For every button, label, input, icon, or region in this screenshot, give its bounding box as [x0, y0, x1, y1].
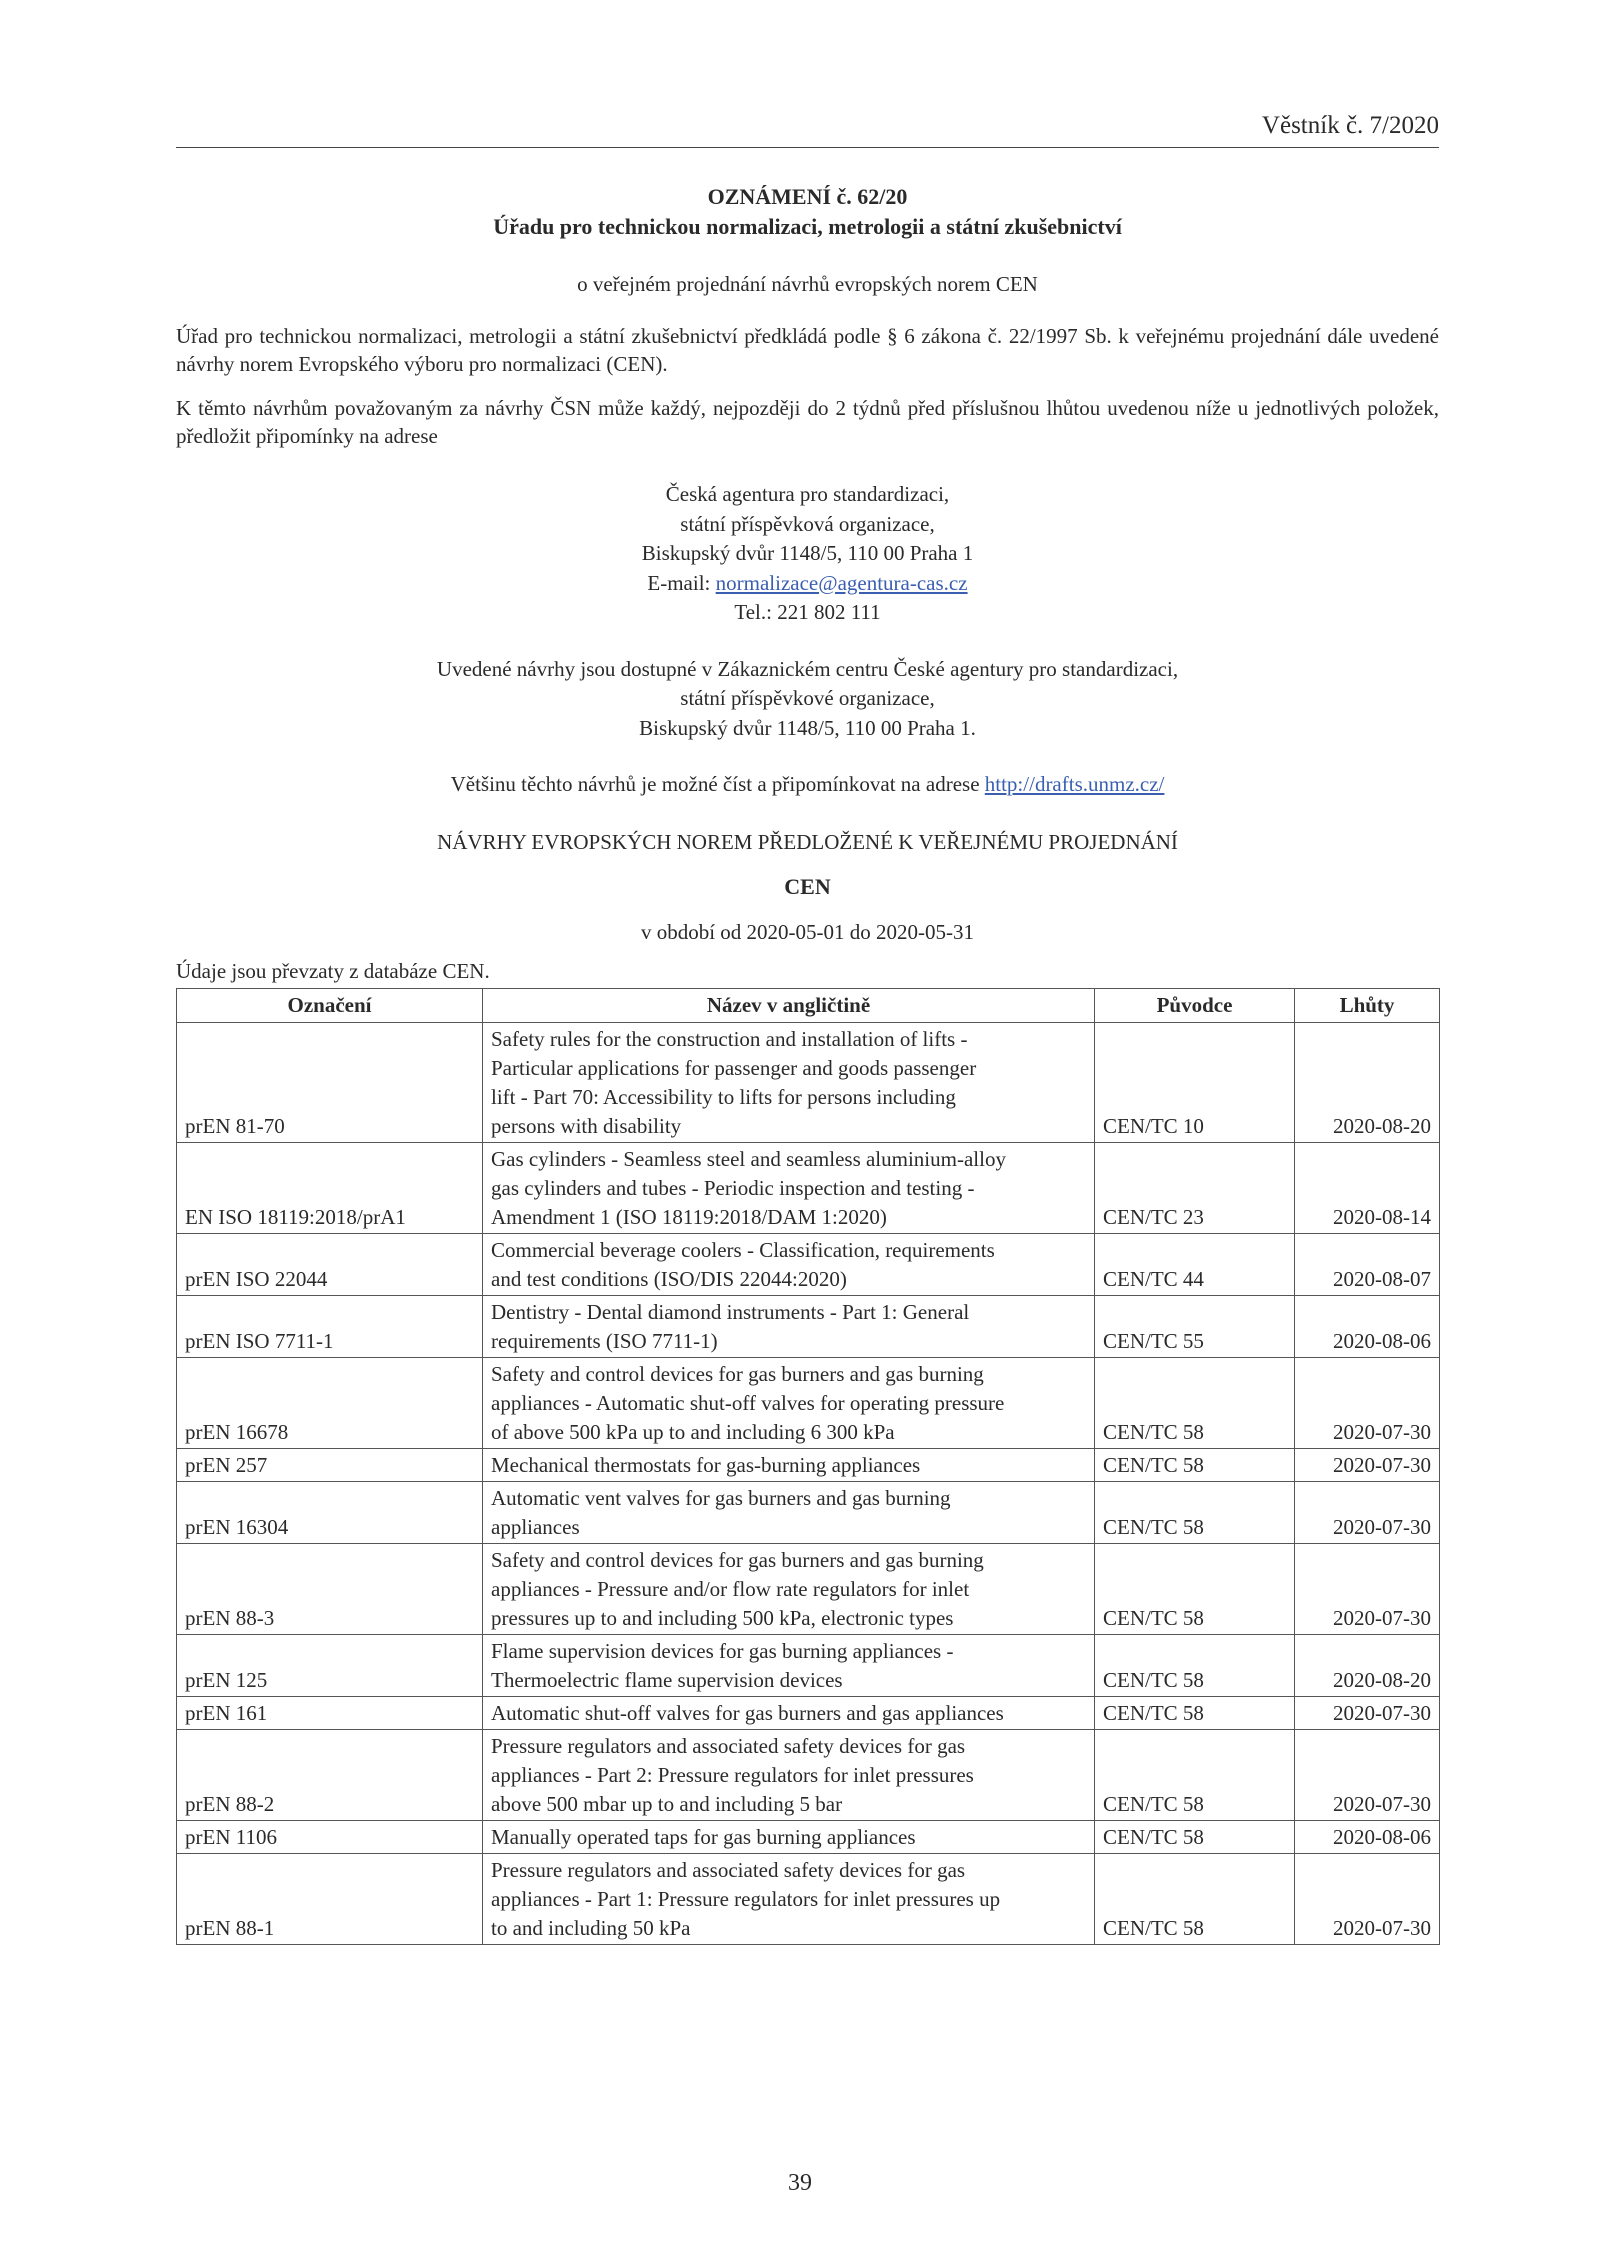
cell-deadline: 2020-08-07 [1295, 1234, 1440, 1296]
cell-originator: CEN/TC 58 [1095, 1544, 1295, 1635]
cell-originator: CEN/TC 58 [1095, 1821, 1295, 1854]
table-row [177, 1697, 1440, 1730]
title-line: Commercial beverage coolers - Classification, requirements [491, 1238, 995, 1262]
cell-originator: CEN/TC 58 [1095, 1697, 1295, 1730]
title-line: Flame supervision devices for gas burning appliances - [491, 1639, 954, 1663]
page-number: 39 [788, 2170, 812, 2196]
title-line: and test conditions (ISO/DIS 22044:2020) [491, 1267, 847, 1291]
cell-designation: prEN 16304 [177, 1482, 483, 1544]
cell-originator: CEN/TC 44 [1095, 1234, 1295, 1296]
table-row [177, 1449, 1440, 1482]
table-row [177, 1821, 1440, 1854]
cell-english-title [483, 1143, 1095, 1234]
cell-originator: CEN/TC 58 [1095, 1482, 1295, 1544]
table-row [177, 1854, 1440, 1945]
address-line-1: Česká agentura pro standardizaci, [665, 482, 950, 506]
column-header-english-title: Název v angličtině [483, 989, 1095, 1023]
cell-english-title [483, 1544, 1095, 1635]
title-line: Safety rules for the construction and installation of lifts - [491, 1027, 968, 1051]
table-row [177, 1358, 1440, 1449]
cell-originator: CEN/TC 23 [1095, 1143, 1295, 1234]
intro-paragraph-1: Úřad pro technickou normalizaci, metrologii a státní zkušebnictví předkládá podle § 6 zákona č. 22/1997 Sb. k veřejnému projednání dále uvedené návrhy norem Evropského výboru pro normalizaci (CEN). [176, 324, 1439, 376]
cell-deadline: 2020-07-30 [1295, 1854, 1440, 1945]
notice-title: OZNÁMENÍ č. 62/20 [707, 184, 908, 209]
cell-originator: CEN/TC 10 [1095, 1023, 1295, 1143]
title-line: gas cylinders and tubes - Periodic inspection and testing - [491, 1176, 975, 1200]
cell-deadline: 2020-08-06 [1295, 1296, 1440, 1358]
table-row [177, 1730, 1440, 1821]
cell-english-title [483, 1023, 1095, 1143]
cell-english-title [483, 1635, 1095, 1697]
title-line: to and including 50 kPa [491, 1916, 691, 1940]
cell-designation: prEN 88-1 [177, 1854, 483, 1945]
cell-originator: CEN/TC 58 [1095, 1730, 1295, 1821]
availability-line-3: Biskupský dvůr 1148/5, 110 00 Praha 1. [639, 715, 976, 740]
cell-english-title [483, 1697, 1095, 1730]
cell-originator: CEN/TC 58 [1095, 1449, 1295, 1482]
cell-originator: CEN/TC 58 [1095, 1635, 1295, 1697]
drafts-note [176, 770, 1439, 799]
title-line: appliances - Automatic shut-off valves for operating pressure [491, 1391, 1005, 1415]
table-row [177, 1023, 1440, 1143]
title-line: appliances [491, 1515, 580, 1539]
title-line: of above 500 kPa up to and including 6 300 kPa [491, 1420, 895, 1444]
table-row [177, 1234, 1440, 1296]
cell-designation: EN ISO 18119:2018/prA1 [177, 1143, 483, 1234]
title-line: Gas cylinders - Seamless steel and seamless aluminium-alloy [491, 1147, 1006, 1171]
contact-address [176, 480, 1439, 628]
title-line: Particular applications for passenger and goods passenger [491, 1056, 977, 1080]
title-line: Automatic vent valves for gas burners and gas burning [491, 1486, 951, 1510]
title-line: appliances - Part 1: Pressure regulators for inlet pressures up [491, 1887, 1001, 1911]
cell-designation: prEN 1106 [177, 1821, 483, 1854]
availability-line-1: Uvedené návrhy jsou dostupné v Zákaznickém centru České agentury pro standardizaci, [436, 656, 1179, 681]
cell-deadline: 2020-07-30 [1295, 1697, 1440, 1730]
table-header-row [177, 989, 1440, 1023]
cell-deadline: 2020-07-30 [1295, 1358, 1440, 1449]
drafts-text: Většinu těchto návrhů je možné číst a připomínkovat na adrese [450, 772, 985, 796]
cell-english-title [483, 1296, 1095, 1358]
cell-english-title [483, 1854, 1095, 1945]
section-heading: NÁVRHY EVROPSKÝCH NOREM PŘEDLOŽENÉ K VEŘEJNÉMU PROJEDNÁNÍ [437, 830, 1178, 854]
title-line: Mechanical thermostats for gas-burning appliances [491, 1453, 921, 1477]
address-line-2: státní příspěvková organizace, [680, 511, 935, 536]
title-line: Pressure regulators and associated safety devices for gas [491, 1858, 966, 1882]
cell-designation: prEN 81-70 [177, 1023, 483, 1143]
cell-designation: prEN 88-3 [177, 1544, 483, 1635]
cell-english-title [483, 1482, 1095, 1544]
issuing-office: Úřadu pro technickou normalizaci, metrologii a státní zkušebnictví [493, 214, 1122, 239]
cell-designation: prEN 16678 [177, 1358, 483, 1449]
title-line: Amendment 1 (ISO 18119:2018/DAM 1:2020) [491, 1205, 887, 1229]
cell-english-title [483, 1821, 1095, 1854]
cell-deadline: 2020-08-20 [1295, 1635, 1440, 1697]
title-line: Safety and control devices for gas burners and gas burning [491, 1362, 984, 1386]
notice-subtitle: o veřejném projednání návrhů evropských norem CEN [577, 272, 1038, 296]
table-row [177, 1482, 1440, 1544]
availability-line-2: státní příspěvkové organizace, [680, 686, 935, 710]
title-line: appliances - Pressure and/or flow rate regulators for inlet [491, 1577, 970, 1601]
title-line: requirements (ISO 7711-1) [491, 1329, 718, 1353]
cell-deadline: 2020-08-20 [1295, 1023, 1440, 1143]
cell-deadline: 2020-08-06 [1295, 1821, 1440, 1854]
title-line: above 500 mbar up to and including 5 bar [491, 1792, 843, 1816]
table-row [177, 1544, 1440, 1635]
norms-table [176, 988, 1440, 1945]
drafts-link[interactable]: http://drafts.unmz.cz/ [984, 772, 1165, 796]
cell-designation: prEN 88-2 [177, 1730, 483, 1821]
cell-originator: CEN/TC 58 [1095, 1358, 1295, 1449]
title-line: pressures up to and including 500 kPa, electronic types [491, 1606, 954, 1630]
table-body [177, 1023, 1440, 1945]
intro-paragraph-2: K těmto návrhům považovaným za návrhy ČSN může každý, nejpozději do 2 týdnů před příslušnou lhůtou uvedenou níže u jednotlivých položek, předložit připomínky na adrese [176, 396, 1439, 448]
cell-deadline: 2020-07-30 [1295, 1482, 1440, 1544]
column-header-originator: Původce [1095, 989, 1295, 1023]
source-note: Údaje jsou převzaty z databáze CEN. [176, 959, 490, 983]
column-header-deadline: Lhůty [1295, 989, 1440, 1023]
cell-designation: prEN 257 [177, 1449, 483, 1482]
cell-designation: prEN ISO 7711-1 [177, 1296, 483, 1358]
document-content [176, 182, 1439, 1945]
title-line: Safety and control devices for gas burners and gas burning [491, 1548, 984, 1572]
cell-originator: CEN/TC 58 [1095, 1854, 1295, 1945]
table-row [177, 1635, 1440, 1697]
cell-english-title [483, 1449, 1095, 1482]
cell-deadline: 2020-08-14 [1295, 1143, 1440, 1234]
cell-deadline: 2020-07-30 [1295, 1544, 1440, 1635]
email-label: E-mail: [647, 570, 716, 595]
title-line: Manually operated taps for gas burning appliances [491, 1825, 916, 1849]
period-label: v období od 2020-05-01 do 2020-05-31 [640, 920, 975, 944]
title-line: Dentistry - Dental diamond instruments - Part 1: General [491, 1300, 970, 1324]
title-line: Pressure regulators and associated safety devices for gas [491, 1734, 966, 1758]
cell-deadline: 2020-07-30 [1295, 1449, 1440, 1482]
title-line: Thermoelectric flame supervision devices [491, 1668, 843, 1692]
column-header-designation: Označení [177, 989, 483, 1023]
cell-english-title [483, 1234, 1095, 1296]
cell-designation: prEN ISO 22044 [177, 1234, 483, 1296]
cell-originator: CEN/TC 55 [1095, 1296, 1295, 1358]
phone-line: Tel.: 221 802 111 [734, 600, 881, 624]
cell-designation: prEN 161 [177, 1697, 483, 1730]
cell-english-title [483, 1730, 1095, 1821]
availability-note [176, 655, 1439, 744]
title-line: appliances - Part 2: Pressure regulators for inlet pressures [491, 1763, 974, 1787]
cell-designation: prEN 125 [177, 1635, 483, 1697]
journal-header: Věstník č. 7/2020 [176, 111, 1439, 148]
organization-label: CEN [784, 874, 831, 899]
cell-deadline: 2020-07-30 [1295, 1730, 1440, 1821]
cell-english-title [483, 1358, 1095, 1449]
title-line: persons with disability [491, 1114, 682, 1138]
address-line-3: Biskupský dvůr 1148/5, 110 00 Praha 1 [641, 541, 974, 565]
table-row [177, 1143, 1440, 1234]
title-line: Automatic shut-off valves for gas burners and gas appliances [491, 1701, 1004, 1725]
table-row [177, 1296, 1440, 1358]
email-link[interactable]: normalizace@agentura-cas.cz [715, 570, 968, 595]
email-line [176, 569, 1439, 599]
title-line: lift - Part 70: Accessibility to lifts for persons including [491, 1085, 956, 1109]
